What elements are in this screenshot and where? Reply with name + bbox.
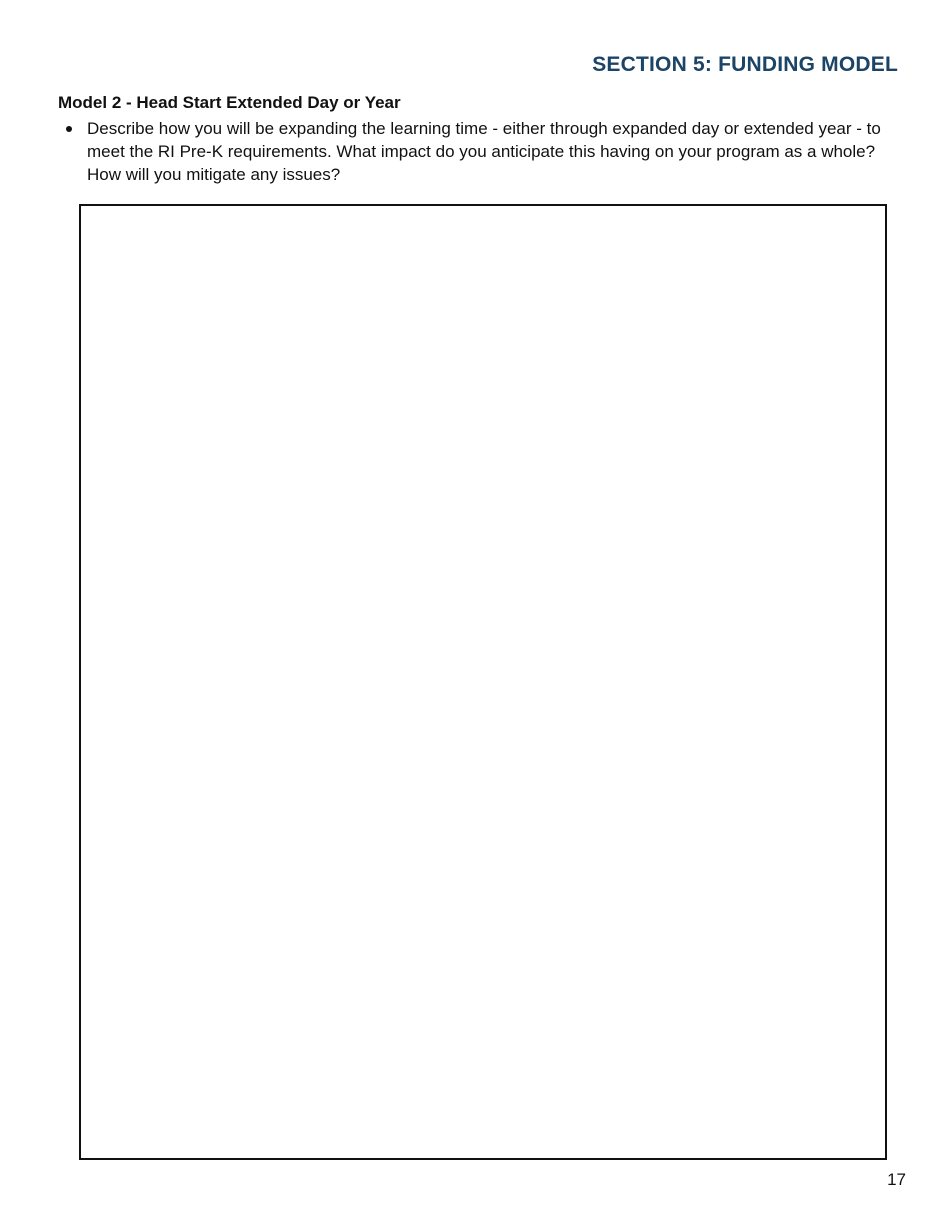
model-heading: Model 2 - Head Start Extended Day or Year (58, 93, 401, 112)
bullet-dot-icon (66, 126, 72, 132)
section-title: SECTION 5: FUNDING MODEL (592, 53, 898, 76)
response-box[interactable] (79, 204, 887, 1160)
prompt-bullet-item (58, 117, 898, 186)
page-number: 17 (887, 1170, 906, 1189)
prompt-list (58, 117, 898, 186)
prompt-text: Describe how you will be expanding the learning time - either through expanded day or extended year - to meet the RI Pre-K requirements. What impact do you anticipate this having on your program as a whole? How will you mitigate any issues? (87, 119, 881, 184)
